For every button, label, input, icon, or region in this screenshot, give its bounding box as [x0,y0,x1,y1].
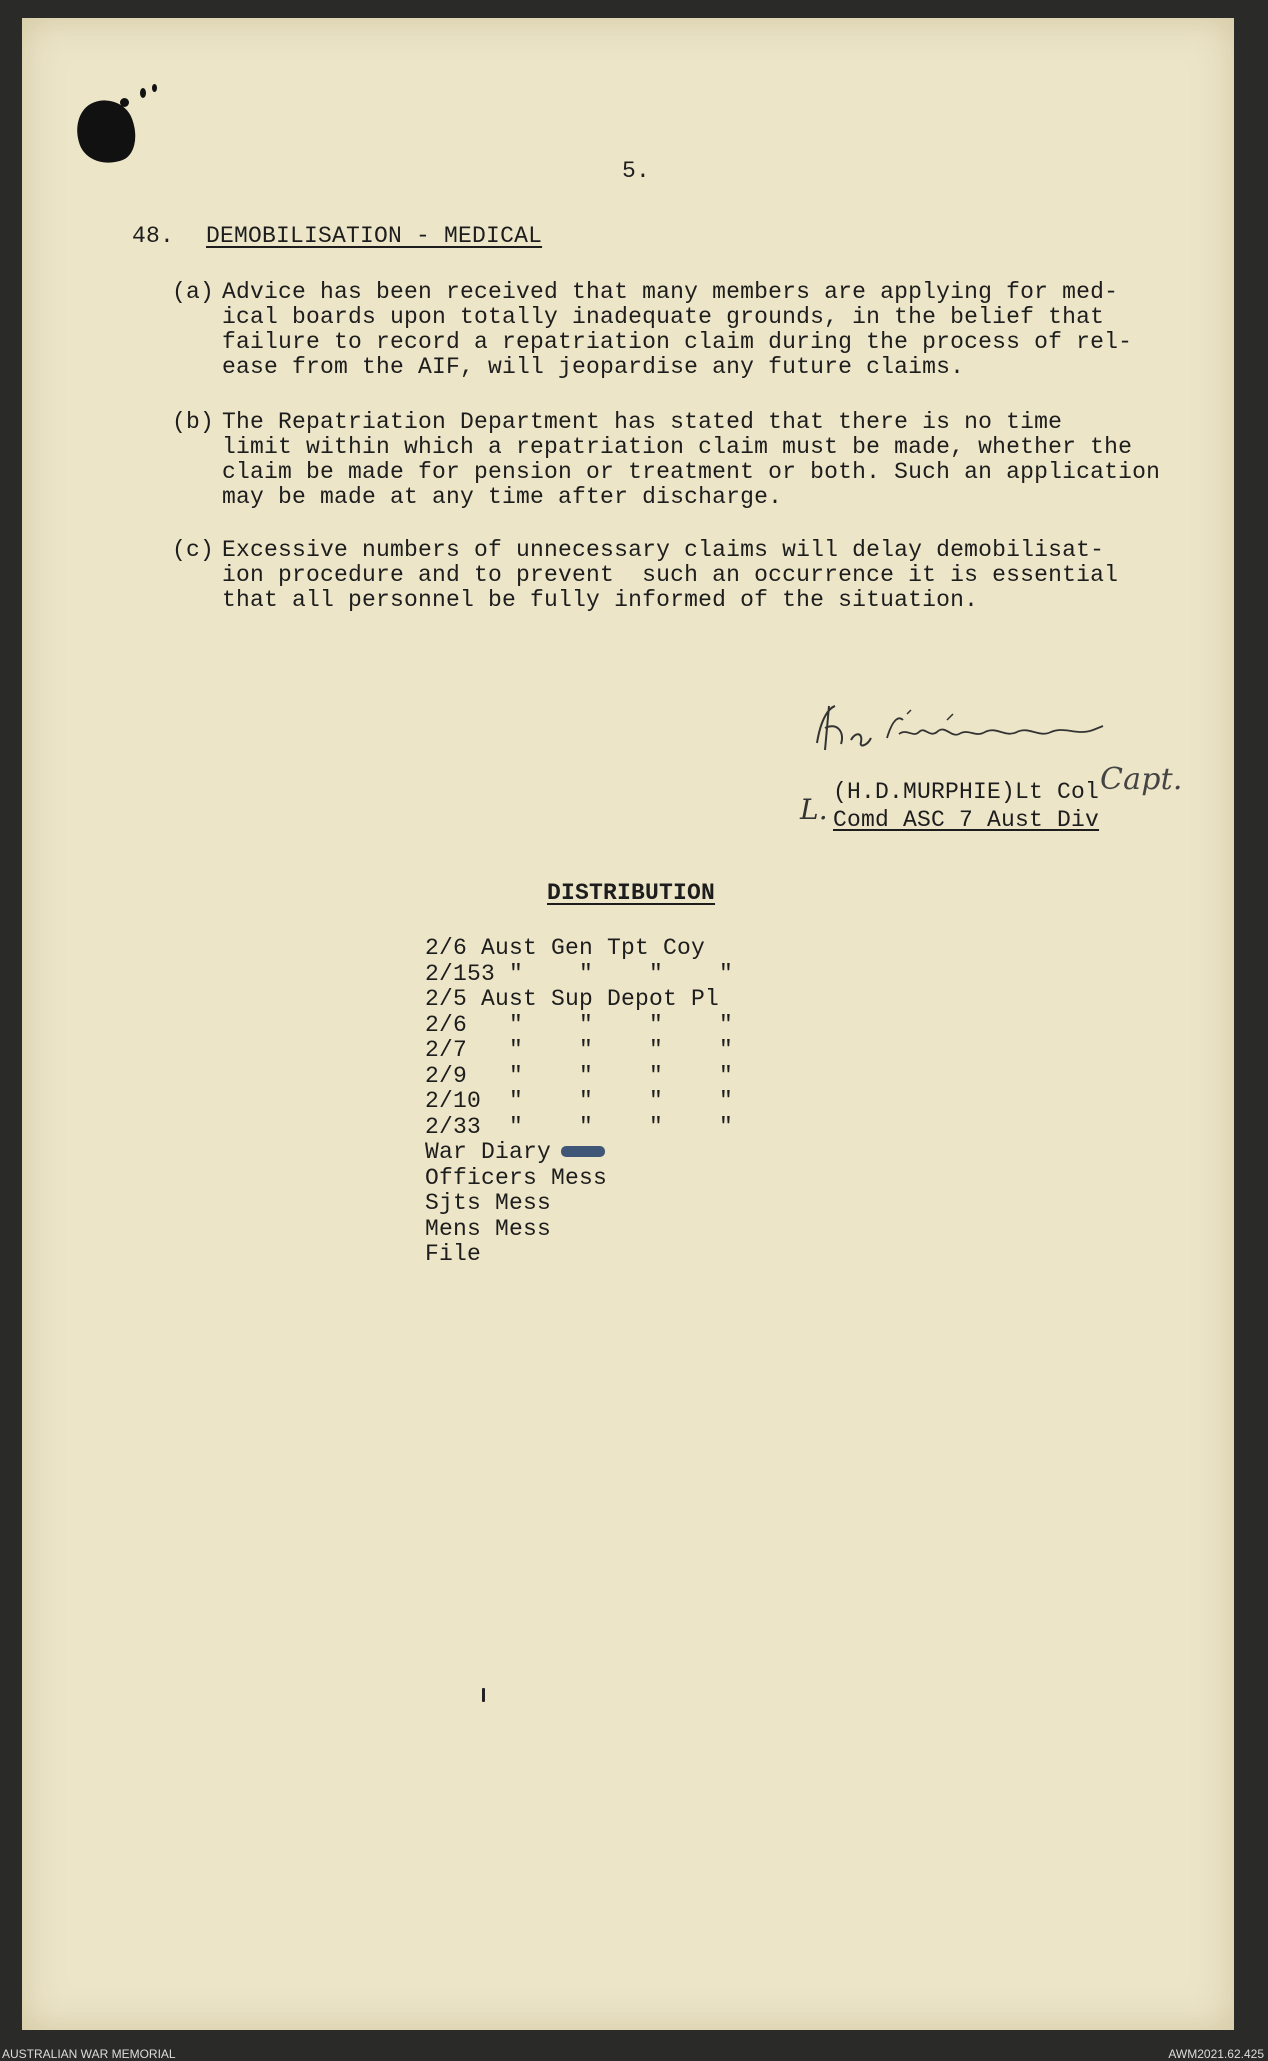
section-number: 48. [132,223,175,249]
paragraph-label: (b) [172,409,215,435]
ink-dot [152,84,157,92]
signature-block [800,762,1183,834]
paragraph-label: (c) [172,537,215,563]
footer-reference: AWM2021.62.425 [1168,2047,1264,2061]
distribution-item: Officers Mess [425,1164,608,1191]
paragraph-c [172,538,1232,638]
signatory-title: Comd ASC 7 Aust Div [833,807,1100,833]
paragraph-text: Excessive numbers of unnecessary claims will delay demobilisat- ion procedure and to prevent such an occurrence it is essential that all personnel be fully informed of the situation. [222,537,1119,613]
distribution-item: File [425,1241,482,1267]
handwritten-rank: Capt. [1100,762,1183,797]
ink-blot [68,92,144,172]
paragraph-label: (a) [172,279,215,305]
distribution-list [425,936,733,1268]
handwritten-initial: L. [800,793,828,826]
blue-pencil-mark [561,1146,605,1157]
paragraph-a [172,280,1232,380]
distribution-item: 2/10 " " " " [425,1088,734,1114]
document-page [22,18,1234,2030]
distribution-item: 2/5 Aust Sup Depot Pl [425,986,720,1012]
distribution-item: 2/153 " " " " [425,960,734,987]
distribution-title: DISTRIBUTION [547,880,716,906]
footer-archive-name: AUSTRALIAN WAR MEMORIAL [2,2047,176,2061]
handwritten-signature [807,698,1147,768]
paragraph-b [172,410,1232,510]
ink-dot [140,88,146,98]
distribution-item-label: War Diary [425,1139,552,1165]
distribution-item: Mens Mess [425,1215,552,1242]
section-title: DEMOBILISATION - MEDICAL [206,223,543,249]
distribution-item-war-diary [425,1140,733,1166]
distribution-item: 2/6 Aust Gen Tpt Coy [425,935,706,961]
ink-dot [120,98,129,107]
paragraph-text: Advice has been received that many members are applying for med- ical boards upon totally inadequate grounds, in the belief that failure to record a repatriation claim during the process of rel- ease from the AIF, will jeopardise any future claims. [222,279,1133,380]
signatory-name: (H.D.MURPHIE)Lt Col [833,779,1100,805]
section-heading [132,223,542,249]
paragraph-text: The Repatriation Department has stated that there is no time limit within which a repatriation claim must be made, whether the claim be made for pension or treatment or both. Such an application may be made at any time after discharge. [222,409,1161,510]
distribution-item: 2/9 " " " " [425,1062,734,1089]
distribution-item: 2/33 " " " " [425,1113,734,1140]
distribution-item: 2/7 " " " " [425,1037,734,1063]
page-number: 5. [622,158,651,184]
distribution-item: 2/6 " " " " [425,1011,734,1038]
stray-mark [482,1688,485,1702]
distribution-item: Sjts Mess [425,1190,552,1216]
